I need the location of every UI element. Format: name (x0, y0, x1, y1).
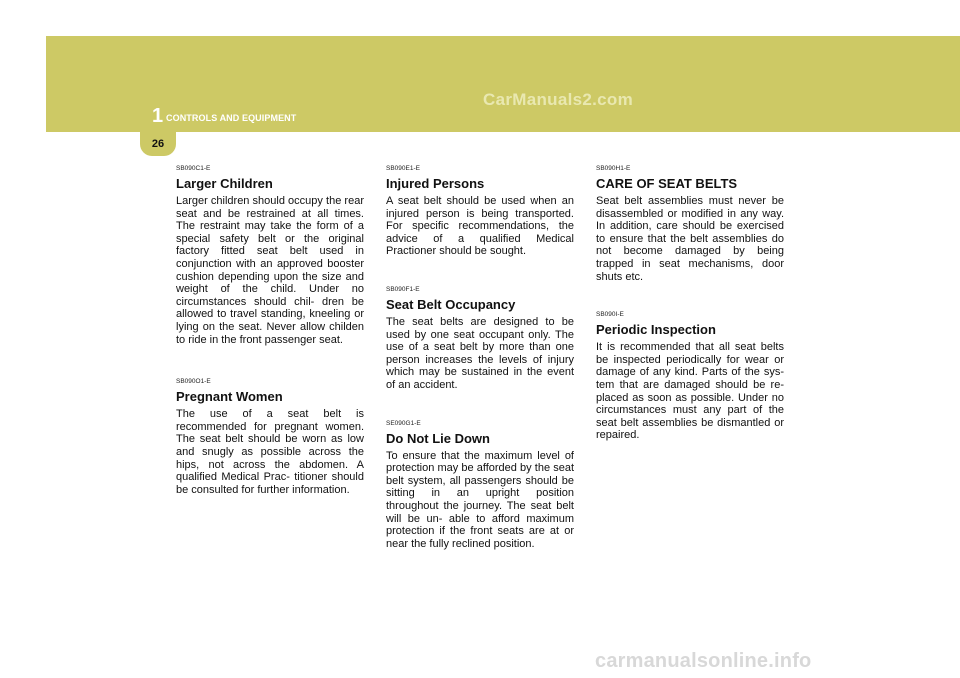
section-periodic-inspection (596, 311, 784, 442)
section-do-not-lie-down (386, 420, 574, 551)
section-code: SB090F1-E (386, 285, 420, 293)
section-body: The seat belts are designed to be used by one seat occupant only. The use of a seat belt by more than one person increases the levels of injury which may be sustained in the event of an accident. (386, 315, 574, 391)
section-heading: Pregnant Women (176, 389, 283, 405)
page-number: 26 (151, 138, 165, 150)
section-code: SB090I-E (596, 311, 624, 319)
section-code: SB090O1-E (176, 378, 211, 386)
section-larger-children (176, 165, 364, 346)
section-care-of-seat-belts (596, 165, 784, 283)
column-right (596, 165, 784, 442)
section-body: The use of a seat belt is recommended for pregnant women. The seat belt should be worn as low and snugly as possible across the hips, not across the abdomen. A qualified Medical Prac- titioner should be consulted for further information. (176, 408, 364, 496)
column-middle (386, 165, 574, 550)
section-seat-belt-occupancy (386, 286, 574, 392)
section-pregnant-women (176, 378, 364, 496)
section-code: SE090G1-E (386, 419, 421, 427)
section-body: To ensure that the maximum level of protection may be afforded by the seat belt system, all passengers should be sitting in an upright position throughout the journey. The seat belt will be un- able to afford maximum protection if the front seats are at or near the fully reclined position. (386, 449, 574, 550)
chapter-number: 1 (152, 105, 164, 127)
column-left (176, 165, 364, 496)
section-heading: Do Not Lie Down (386, 430, 490, 446)
section-code: SB090C1-E (176, 165, 211, 172)
section-heading: Seat Belt Occupancy (386, 296, 516, 312)
section-heading: Larger Children (176, 176, 273, 191)
section-heading: CARE OF SEAT BELTS (596, 176, 738, 191)
section-body: A seat belt should be used when an injured person is being transported. For specific recommendations, the advice of a qualified Medical Practioner should be sought. (386, 195, 574, 258)
chapter-title: CONTROLS AND EQUIPMENT (166, 113, 297, 123)
bottom-watermark-link[interactable]: carmanualsonline.info (595, 650, 812, 672)
top-watermark-link[interactable]: CarManuals2.com (483, 90, 633, 109)
section-code: SB090H1-E (596, 165, 631, 172)
section-code: SB090E1-E (386, 165, 420, 172)
section-heading: Periodic Inspection (596, 322, 716, 338)
section-body: It is recommended that all seat belts be inspected periodically for wear or damage of any kind. Parts of the sys- tem that are damaged should be re- placed as soon as possible. Under no circumstances must any part of the seat belt assemblies be dismantled or repaired. (596, 341, 784, 442)
section-body: Seat belt assemblies must never be disassembled or modified in any way. In addition, care should be exercised to ensure that the belt assemblies do not become damaged by being trapped in seat mechanisms, door shuts etc. (596, 195, 784, 283)
section-body: Larger children should occupy the rear seat and be restrained at all times. The restraint may take the form of a special safety belt or the original factory fitted seat belt used in conjunction with an approved booster cushion depending upon the size and weight of the child. Under no circumstances should chil- dren be allowed to travel standing, kneeling or lying on the seat. Never allow childen to ride in the front passenger seat. (176, 195, 364, 346)
section-injured-persons (386, 165, 574, 258)
section-heading: Injured Persons (386, 176, 485, 191)
